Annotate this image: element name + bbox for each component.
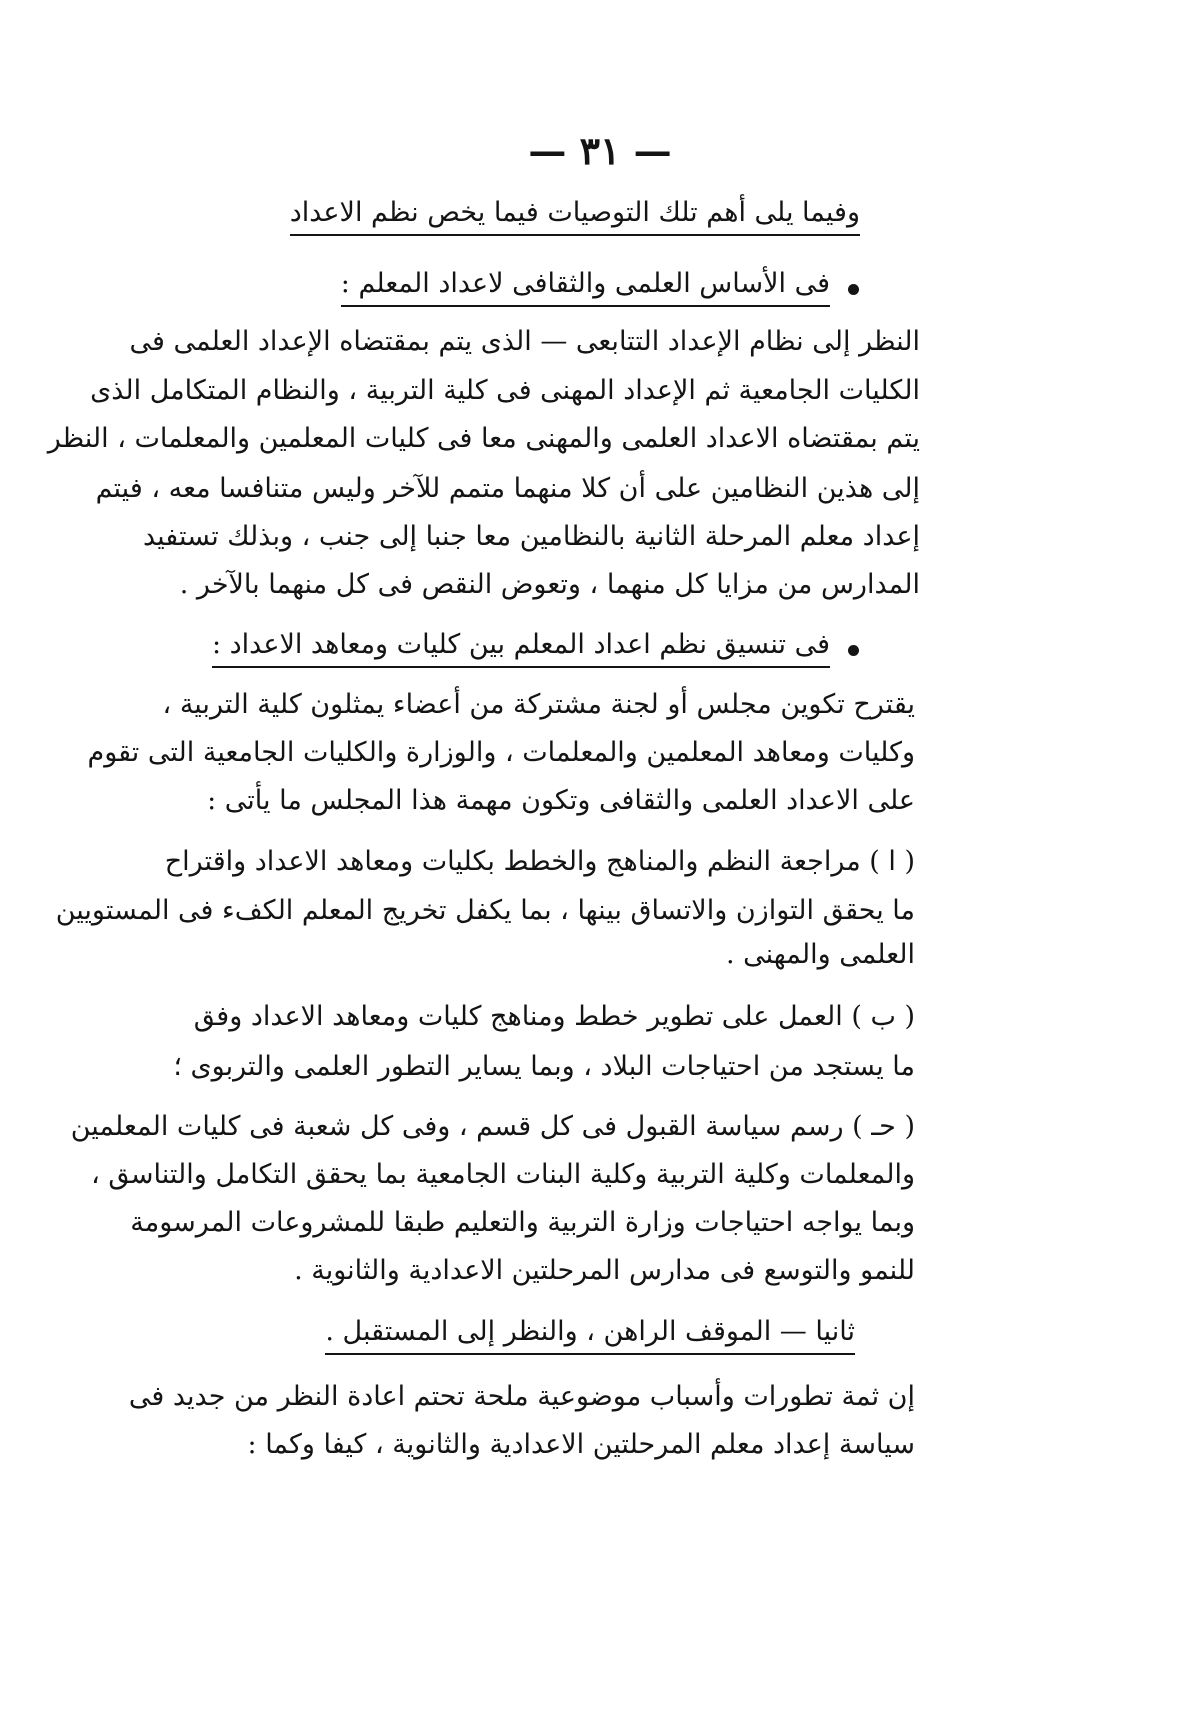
section3-line-1: إن ثمة تطورات وأسباب موضوعية ملحة تحتم اعادة النظر من جديد فى: [128, 1381, 915, 1412]
item-a-line-3: العلمى والمهنى .: [725, 939, 915, 970]
section3-line-2: سياسة إعداد معلم المرحلتين الاعدادية والثانوية ، كيفا وكما :: [247, 1429, 915, 1460]
section1-line-2: الكليات الجامعية ثم الإعداد المهنى فى كلية التربية ، والنظام المتكامل الذى: [90, 375, 920, 406]
page-number: — ٣١ —: [528, 128, 672, 173]
section2-intro-line-2: وكليات ومعاهد المعلمين والمعلمات ، والوزارة والكليات الجامعية التى تقوم: [87, 737, 915, 768]
section3-heading: ثانيا — الموقف الراهن ، والنظر إلى المستقبل .: [335, 1315, 855, 1349]
item-c-line-4: للنمو والتوسع فى مدارس المرحلتين الاعدادية والثانوية .: [294, 1255, 915, 1286]
item-c-line-3: وبما يواجه احتياجات وزارة التربية والتعليم طبقا للمشروعات المرسومة: [130, 1207, 915, 1238]
section1-line-3: يتم بمقتضاه الاعداد العلمى والمهنى معا فى كليات المعلمين والمعلمات ، النظر: [47, 423, 920, 454]
item-c-line-1: ( حـ ) رسم سياسة القبول فى كل قسم ، وفى كل شعبة فى كليات المعلمين: [70, 1111, 915, 1142]
item-c-line-2: والمعلمات وكلية التربية وكلية البنات الجامعية بما يحقق التكامل والتناسق ،: [91, 1159, 915, 1190]
section1-heading: فى الأساس العلمى والثقافى لاعداد المعلم :: [330, 267, 830, 301]
item-b-line-1: ( ب ) العمل على تطوير خطط ومناهج كليات ومعاهد الاعداد وفق: [193, 1001, 915, 1032]
section2-intro-line-1: يقترح تكوين مجلس أو لجنة مشتركة من أعضاء يمثلون كلية التربية ،: [162, 689, 915, 720]
section1-line-4: إلى هذين النظامين على أن كلا منهما متمم للآخر وليس متنافسا معه ، فيتم: [95, 473, 920, 504]
section2-intro-line-3: على الاعداد العلمى والثقافى وتكون مهمة هذا المجلس ما يأتى :: [207, 785, 915, 816]
section1-line-1: النظر إلى نظام الإعداد التتابعى — الذى يتم بمقتضاه الإعداد العلمى فى: [129, 326, 920, 357]
section1-line-5: إعداد معلم المرحلة الثانية بالنظامين معا جنبا إلى جنب ، وبذلك تستفيد: [142, 521, 920, 552]
section2-heading: فى تنسيق نظم اعداد المعلم بين كليات ومعاهد الاعداد :: [270, 628, 830, 662]
item-a-line-1: ( ا ) مراجعة النظم والمناهج والخطط بكليات ومعاهد الاعداد واقتراح: [164, 846, 915, 877]
bullet-icon: [848, 645, 859, 656]
item-b-line-2: ما يستجد من احتياجات البلاد ، وبما يساير التطور العلمى والتربوى ؛: [173, 1051, 915, 1082]
bullet-icon: [848, 284, 859, 295]
intro-heading: وفيما يلى أهم تلك التوصيات فيما يخص نظم الاعداد: [240, 196, 860, 230]
item-a-line-2: ما يحقق التوازن والاتساق بينها ، بما يكفل تخريج المعلم الكفء فى المستويين: [55, 895, 915, 926]
section1-line-6: المدارس من مزايا كل منهما ، وتعوض النقص فى كل منهما بالآخر .: [179, 569, 920, 600]
